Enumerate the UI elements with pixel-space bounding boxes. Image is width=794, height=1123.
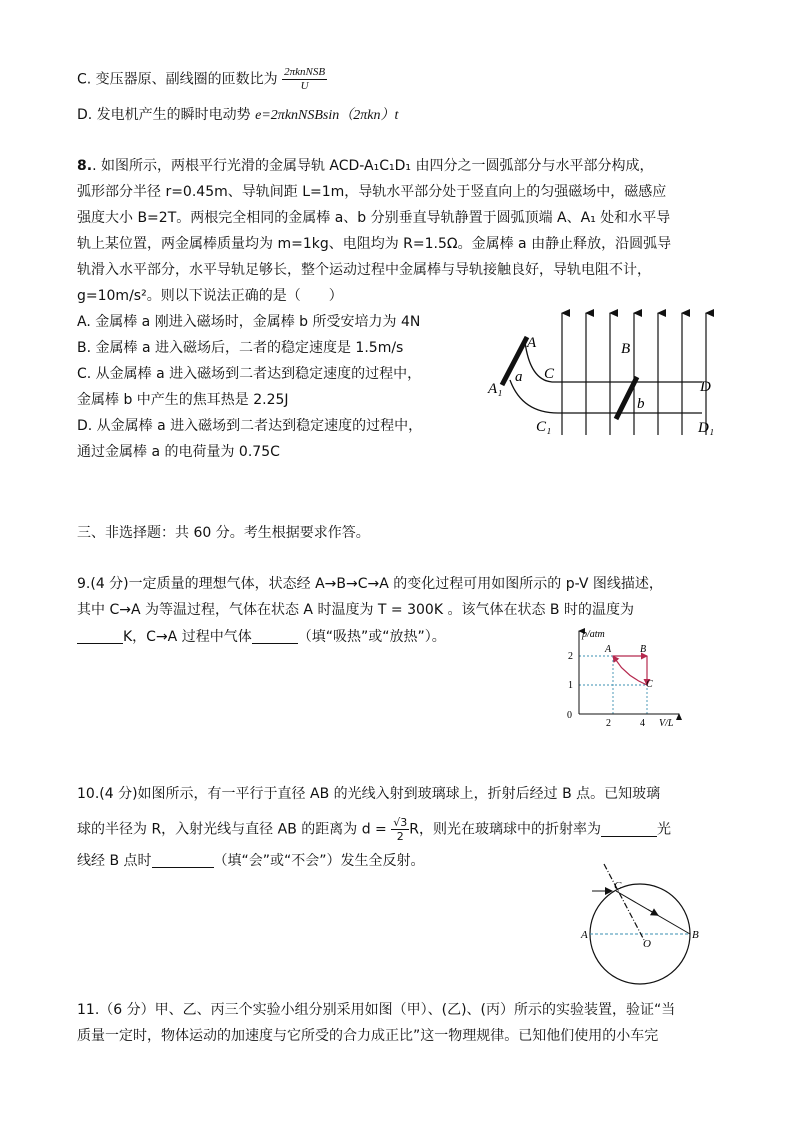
label-C1: C₁: [536, 419, 552, 435]
lower-rail: [510, 380, 702, 413]
q8-option-a: A. 金属棒 a 刚进入磁场时，金属棒 b 所受安培力为 4N: [77, 314, 421, 330]
pv-point-B: B: [640, 644, 647, 655]
normal-line: [604, 864, 644, 940]
q8-line-3: 强度大小 B=2T。两根完全相同的金属棒 a、b 分别垂直导轨静置于圆弧顶端 A、A₁ 处和水平导: [77, 210, 671, 226]
q9-blank-temperature[interactable]: [77, 629, 123, 644]
q10-line-1: 10.(4 分)如图所示，有一平行于直径 AB 的光线入射到玻璃球上，折射后经过 B 点。已知玻璃: [77, 786, 661, 802]
pv-y-label: p/atm: [582, 629, 605, 640]
pv-xtick-2: 2: [606, 718, 611, 728]
label-D: D: [700, 379, 711, 395]
q8-line-1: [77, 159, 653, 173]
label-A: A: [581, 929, 588, 941]
q10-line-2-text-c: 光: [656, 821, 671, 838]
turns-ratio-fraction: [282, 67, 327, 92]
q9-line-3-text-a: K，C→A 过程中气体: [123, 629, 252, 645]
q11-line-2: 质量一定时，物体运动的加速度与它所受的合力成正比”这一物理规律。已知他们使用的小车完: [77, 1028, 659, 1044]
q11-line-1: 11.（6 分）甲、乙、丙三个实验小组分别采用如图（甲）、(乙)、(丙）所示的实验装置，验证“当: [77, 1002, 676, 1018]
q10-line-2-text-a: 球的半径为 R，入射光线与直径 AB 的距离为 d =: [77, 821, 387, 838]
q8-line-2: 弧形部分半径 r=0.45m、导轨间距 L=1m，导轨水平部分处于竖直向上的匀强磁场中，磁感应: [77, 184, 667, 200]
q8-line-6: g=10m/s²。则以下说法正确的是（ ）: [77, 288, 343, 304]
label-a: a: [515, 369, 523, 385]
label-D1: D₁: [698, 420, 715, 436]
q10-blank-refractive-index[interactable]: [601, 822, 657, 837]
q10-line-3-text-a: 线经 B 点时: [77, 853, 152, 869]
q9-line-3-text-b: （填“吸热”或“放热”）。: [297, 629, 446, 645]
q10-line-2: [77, 817, 671, 842]
q7-option-c: [77, 67, 327, 92]
q8-line-1-text: . 如图所示，两根平行光滑的金属导轨 ACD-A₁C₁D₁ 由四分之一圆弧部分与水平部分构成，: [92, 158, 654, 174]
refracted-ray-arrow: [648, 910, 658, 916]
q7-option-d-text: D. 发电机产生的瞬时电动势: [77, 107, 256, 123]
fraction-numerator: 2πknNSB: [284, 66, 326, 78]
pv-origin: 0: [567, 710, 572, 721]
q9-line-1: 9.(4 分)一定质量的理想气体，状态经 A→B→C→A 的变化过程可用如图所示的 p-V 图线描述，: [77, 576, 663, 592]
q7-option-d: [77, 108, 398, 123]
q8-option-c-line-2: 金属棒 b 中产生的焦耳热是 2.25J: [77, 392, 289, 408]
q9-pv-graph: [555, 625, 695, 728]
q8-option-d-line-1: D. 从金属棒 a 进入磁场到二者达到稳定速度的过程中，: [77, 418, 423, 434]
fraction-denominator: 2: [396, 830, 404, 843]
fraction-numerator: √3: [393, 816, 408, 829]
q8-line-4: 轨上某位置，两金属棒质量均为 m=1kg、电阻均为 R=1.5Ω。金属棒 a 由静止释放，沿圆弧导: [77, 236, 672, 252]
q8-number: 8.: [77, 158, 93, 174]
q10-glass-sphere-figure: [578, 858, 708, 988]
pv-ytick-2: 2: [568, 651, 573, 662]
label-A: A: [527, 335, 537, 351]
q10-blank-total-reflection[interactable]: [152, 853, 214, 868]
q8-line-5: 轨滑入水平部分，水平导轨足够长，整个运动过程中金属棒与导轨接触良好，导轨电阻不计，: [77, 262, 651, 278]
q8-option-d-line-2: 通过金属棒 a 的电荷量为 0.75C: [77, 444, 280, 460]
q9-line-2: 其中 C→A 为等温过程，气体在状态 A 时温度为 T = 300K 。该气体在状态 B 时的温度为: [77, 602, 634, 618]
pv-xtick-4: 4: [640, 718, 645, 728]
q8-rail-figure: [480, 305, 750, 440]
label-b: b: [637, 396, 645, 412]
pv-point-C: C: [646, 679, 653, 690]
label-B: B: [621, 341, 631, 357]
fraction-denominator: U: [300, 80, 309, 92]
label-C: C: [614, 880, 622, 892]
q8-option-b: B. 金属棒 a 进入磁场后，二者的稳定速度是 1.5m/s: [77, 340, 404, 356]
q7-option-d-formula: e=2πknNSBsin（2πkn）t: [255, 108, 399, 123]
label-C: C: [544, 366, 555, 382]
q10-line-3: [77, 853, 425, 868]
pv-point-A: A: [605, 644, 612, 655]
q8-option-c-line-1: C. 从金属棒 a 进入磁场到二者达到稳定速度的过程中，: [77, 366, 422, 382]
label-O: O: [643, 938, 651, 950]
q9-line-3: [77, 629, 446, 644]
q10-line-3-text-b: （填“会”或“不会”）发生全反射。: [213, 853, 425, 869]
q9-blank-heat[interactable]: [252, 629, 298, 644]
q7-option-c-text: C. 变压器原、副线圈的匝数比为: [77, 71, 278, 88]
pv-ytick-1: 1: [568, 680, 573, 691]
section-3-title: 三、非选择题：共 60 分。考生根据要求作答。: [77, 525, 370, 541]
q10-line-2-text-b: R，则光在玻璃球中的折射率为: [409, 821, 601, 838]
distance-fraction: [391, 817, 409, 842]
label-B: B: [692, 929, 699, 941]
pv-process-c-to-a: [613, 656, 647, 685]
pv-x-label: V/L: [659, 718, 674, 728]
label-A1: A₁: [488, 381, 503, 397]
